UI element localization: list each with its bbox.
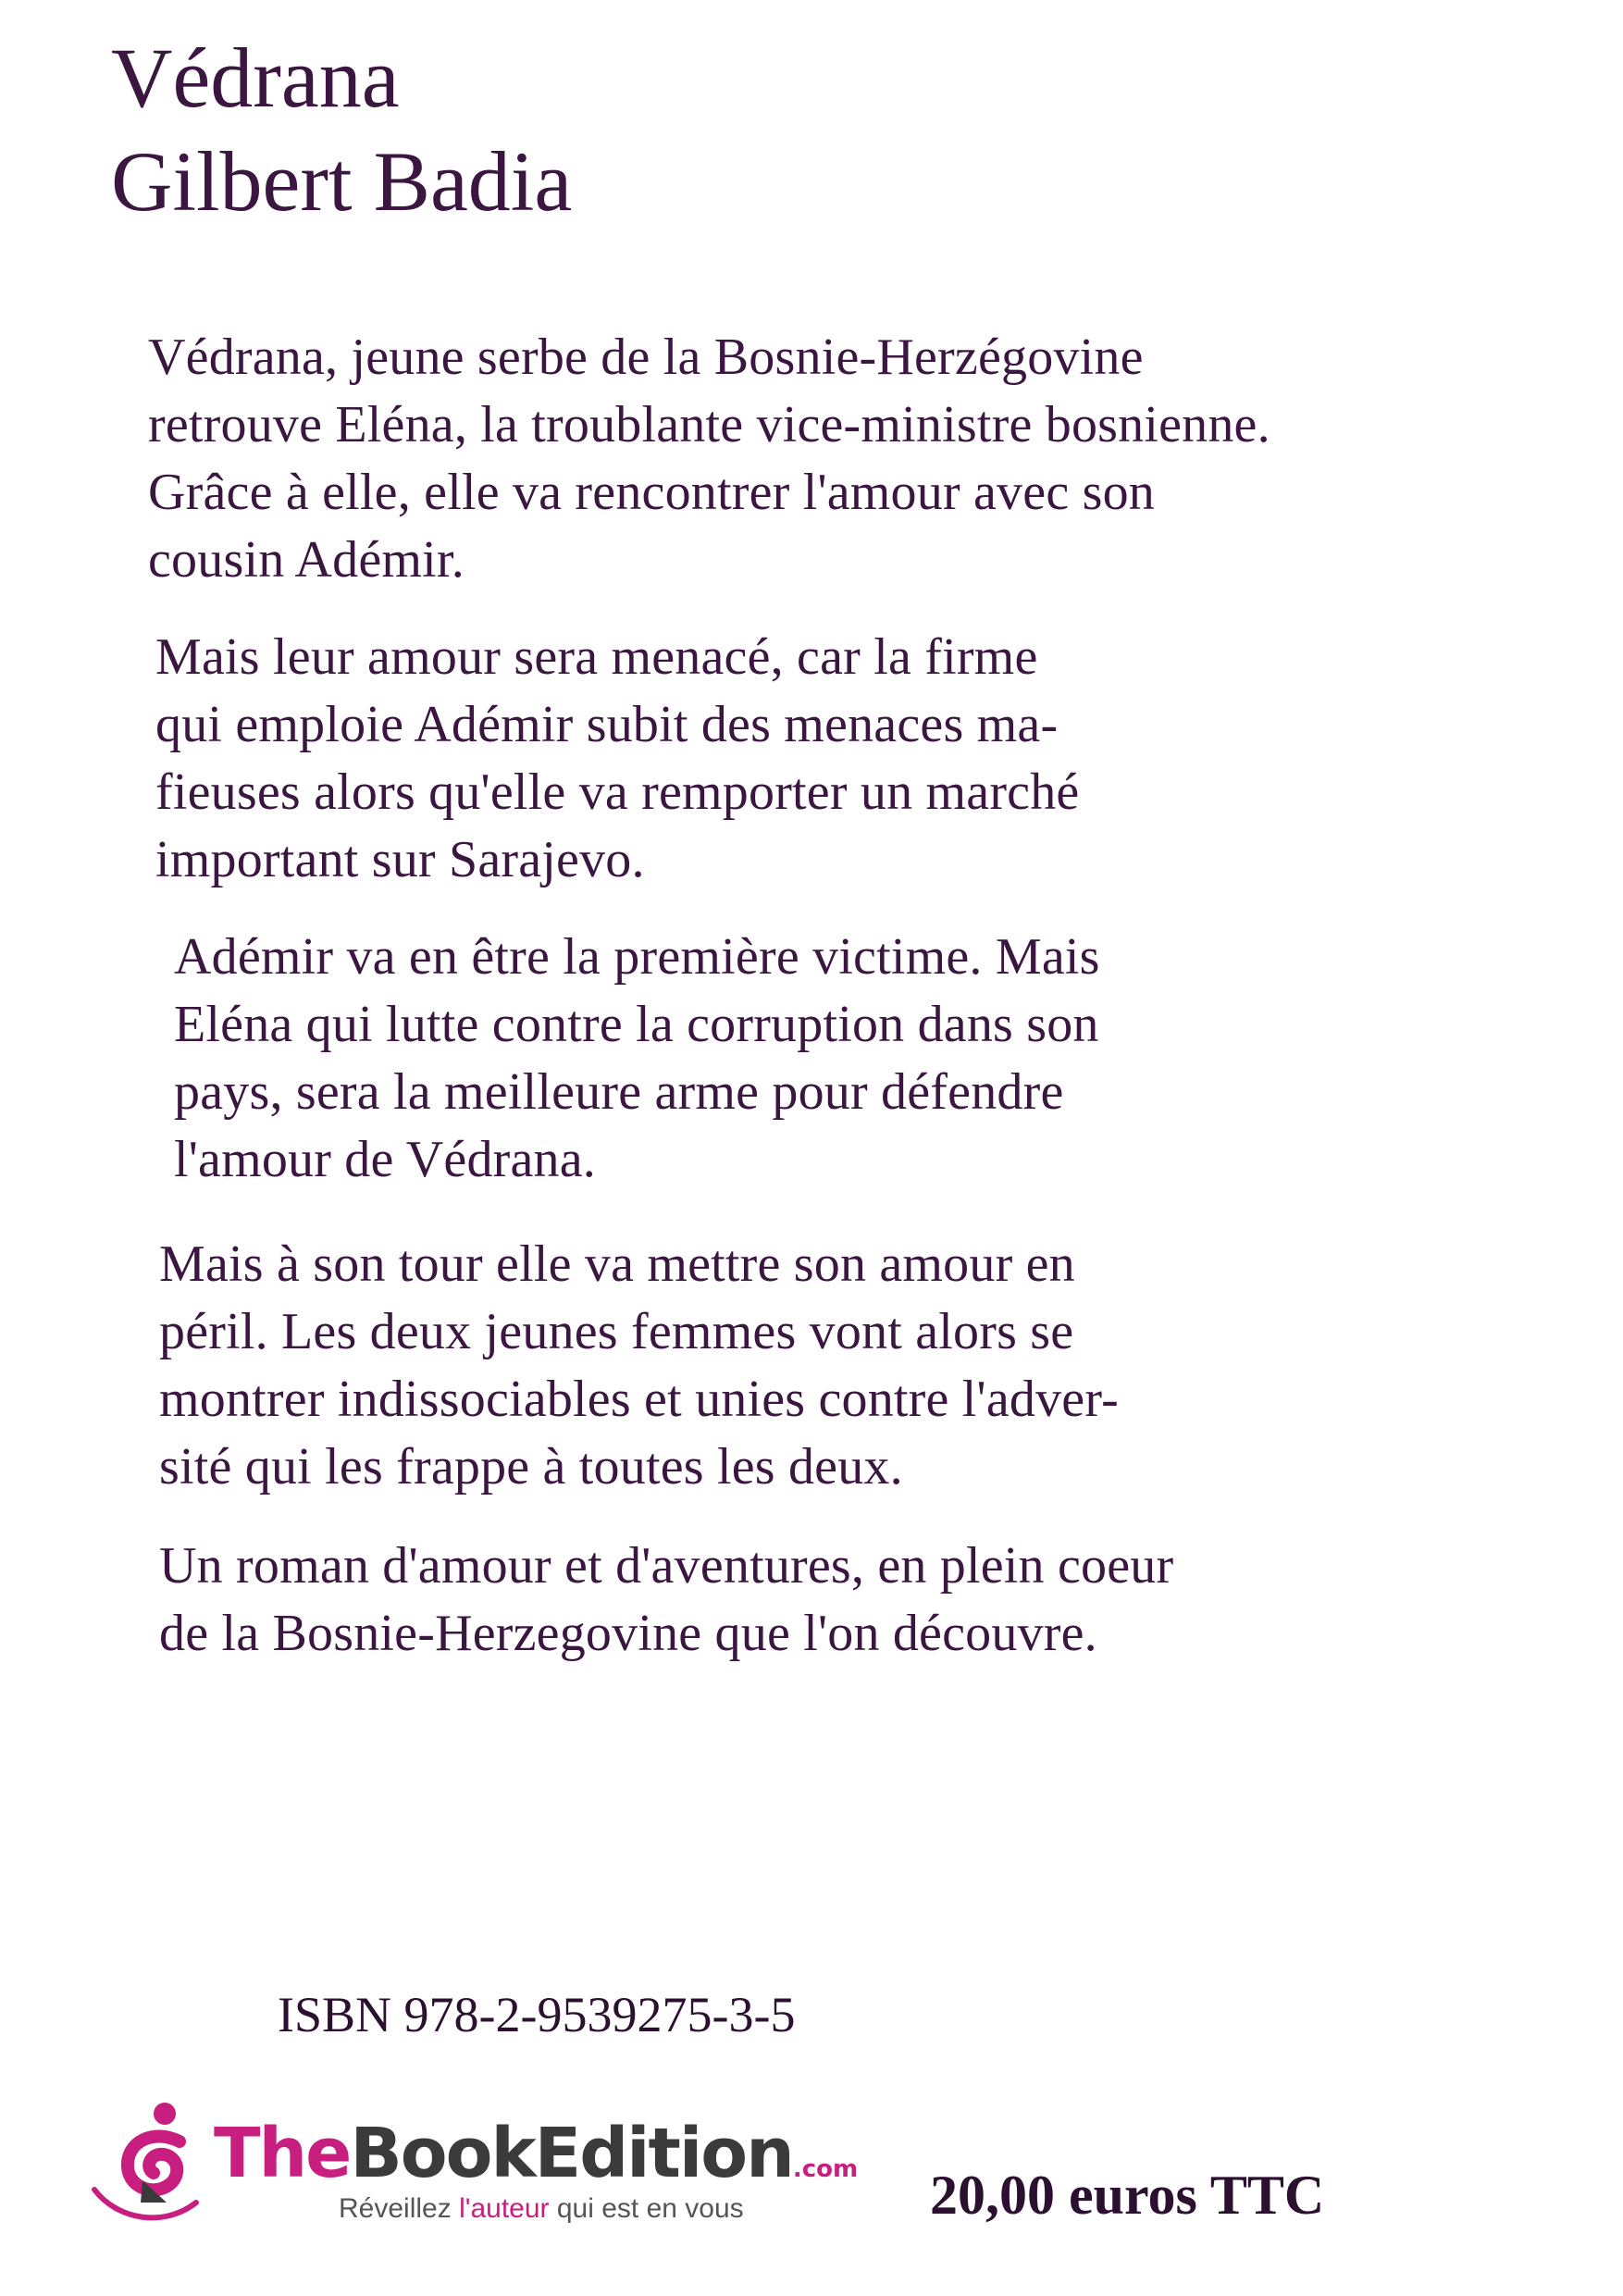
blurb-line: Grâce à elle, elle va rencontrer l'amour avec son [148, 464, 1155, 521]
person-swirl-icon [89, 2101, 209, 2230]
book-author: Gilbert Badia [111, 134, 573, 229]
blurb-line: Adémir va en être la première victime. Mais [174, 928, 1100, 986]
blurb-paragraph-2 [155, 624, 1079, 894]
logo-word-bookedition: BookEdition [350, 2114, 793, 2193]
tagline-highlight: l'auteur [459, 2193, 550, 2224]
title-block [111, 26, 572, 233]
blurb-line: sité qui les frappe à toutes les deux. [159, 1438, 903, 1496]
blurb-paragraph-4 [159, 1231, 1119, 1501]
publisher-logo [89, 2101, 859, 2240]
book-title: Védrana [111, 31, 400, 125]
logo-word-the: The [214, 2114, 351, 2193]
blurb-line: Eléna qui lutte contre la corruption dans son [174, 996, 1099, 1053]
blurb-paragraph-1 [148, 324, 1270, 594]
blurb-paragraph-5 [159, 1533, 1173, 1668]
blurb-paragraph-3 [174, 924, 1100, 1194]
blurb-line: fieuses alors qu'elle va remporter un marché [155, 763, 1080, 821]
blurb-line: l'amour de Védrana. [174, 1131, 597, 1188]
blurb-line: qui emploie Adémir subit des menaces ma- [155, 696, 1059, 753]
blurb-line: pays, sera la meilleure arme pour défendre [174, 1063, 1064, 1121]
blurb-line: Mais à son tour elle va mettre son amour en [159, 1235, 1075, 1293]
blurb-line: montrer indissociables et unies contre l'adver- [159, 1371, 1119, 1428]
blurb-line: Un roman d'amour et d'aventures, en plein coeur [159, 1537, 1174, 1595]
logo-tagline [339, 2193, 744, 2225]
blurb-line: de la Bosnie-Herzegovine que l'on découvre. [159, 1605, 1097, 1662]
logo-word-com: .com [792, 2155, 859, 2183]
tagline-before: Réveillez [339, 2193, 460, 2224]
isbn-label: ISBN 978-2-9539275-3-5 [278, 1987, 796, 2042]
blurb-line: péril. Les deux jeunes femmes vont alors se [159, 1303, 1074, 1360]
blurb-line: Mais leur amour sera menacé, car la firme [155, 628, 1038, 686]
blurb-line: Védrana, jeune serbe de la Bosnie-Herzégovine [148, 329, 1144, 386]
blurb-line: retrouve Eléna, la troublante vice-ministre bosnienne. [148, 396, 1270, 453]
blurb-line: important sur Sarajevo. [155, 831, 645, 888]
tagline-after: qui est en vous [549, 2193, 744, 2224]
price-label: 20,00 euros TTC [930, 2165, 1325, 2226]
blurb-line: cousin Adémir. [148, 531, 465, 589]
